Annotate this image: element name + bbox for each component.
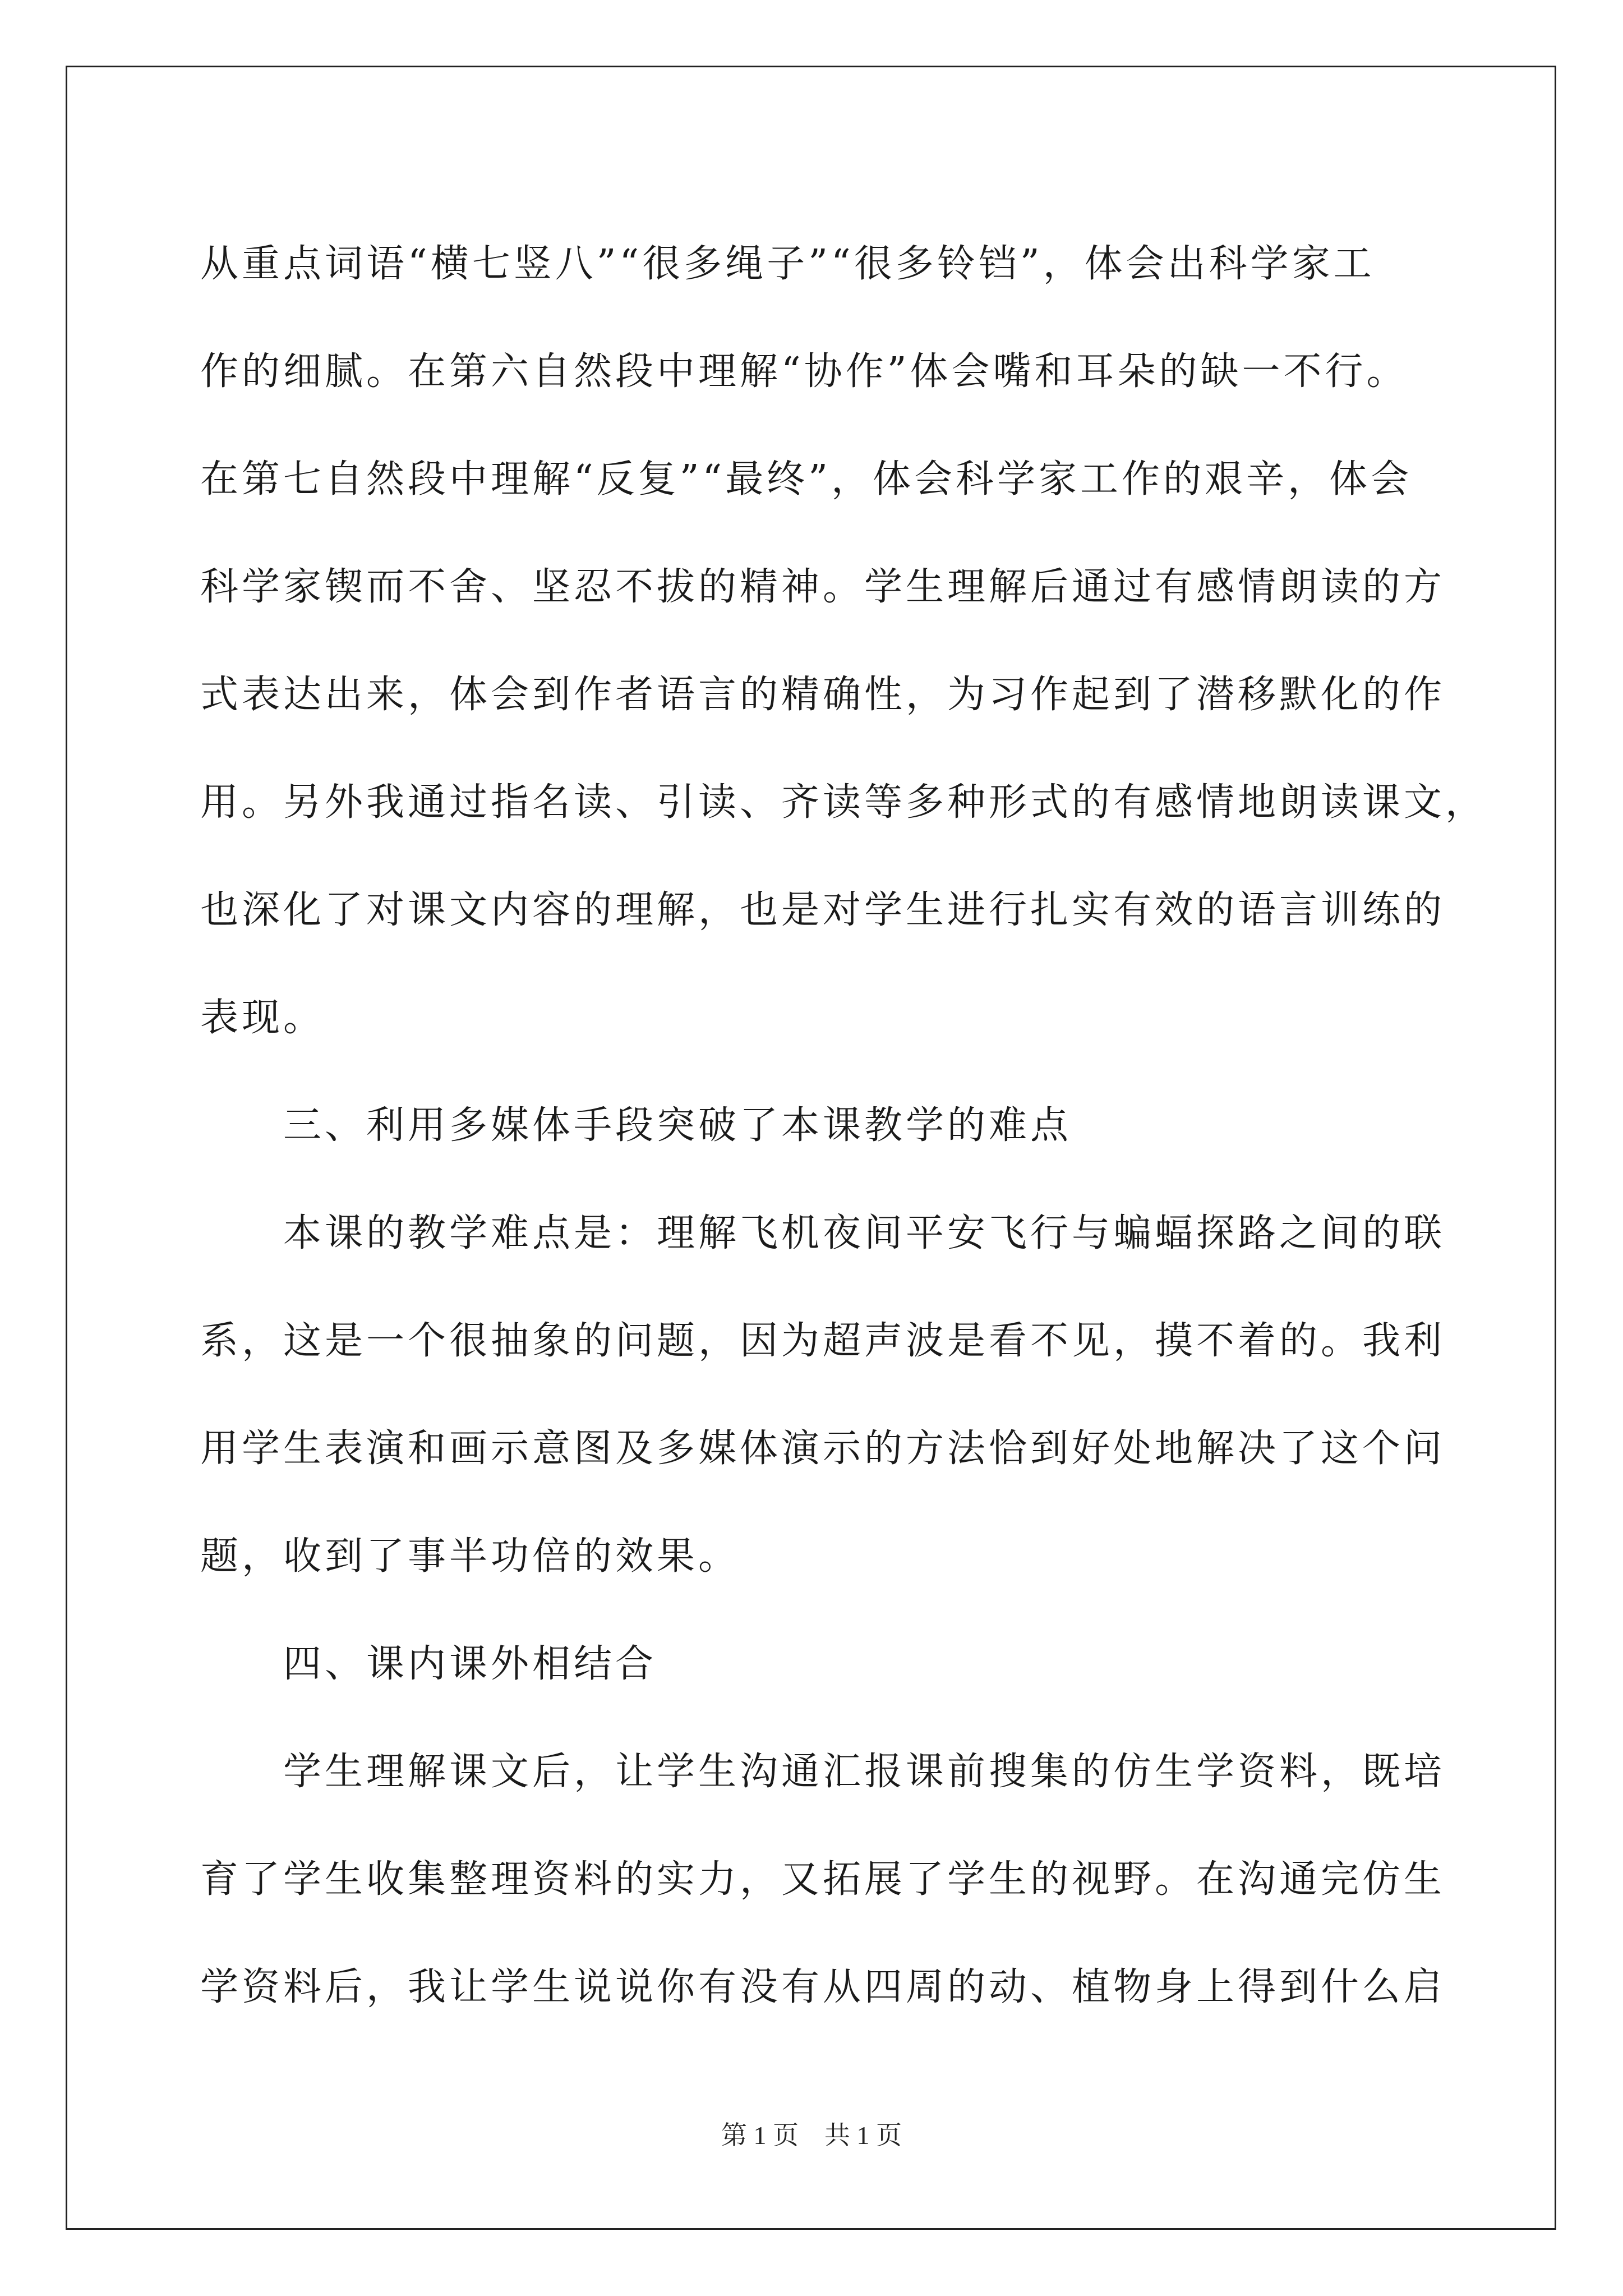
text-line: 科学家锲而不舍、坚忍不拔的精神。学生理解后通过有感情朗读的方 [200, 565, 1446, 609]
text-line: 作的细腻。在第六自然段中理解“协作”体会嘴和耳朵的缺一不行。 [200, 349, 1408, 394]
text-line: 系，这是一个很抽象的问题，因为超声波是看不见，摸不着的。我利 [200, 1319, 1446, 1363]
text-line: 在第七自然段中理解“反复”“最终”，体会科学家工作的艰辛，体会 [200, 457, 1413, 501]
text-line: 育了学生收集整理资料的实力，又拓展了学生的视野。在沟通完仿生 [200, 1857, 1446, 1902]
text-line: 用。另外我通过指名读、引读、齐读等多种形式的有感情地朗读课文， [200, 780, 1487, 825]
text-line: 表现。 [200, 996, 325, 1040]
text-line: 学生理解课文后，让学生沟通汇报课前搜集的仿生学资料，既培 [200, 1750, 1446, 1794]
text-line: 题，收到了事半功倍的效果。 [200, 1534, 740, 1579]
text-line: 学资料后，我让学生说说你有没有从四周的动、植物身上得到什么启 [200, 1965, 1446, 2009]
text-line: 本课的教学难点是：理解飞机夜间平安飞行与蝙蝠探路之间的联 [200, 1211, 1446, 1255]
section-heading: 三、利用多媒体手段突破了本课教学的难点 [200, 1103, 1072, 1148]
section-heading: 四、课内课外相结合 [200, 1642, 657, 1686]
document-body [200, 210, 1487, 2041]
text-line: 从重点词语“横七竖八”“很多绳子”“很多铃铛”，体会出科学家工 [200, 242, 1375, 286]
page-footer: 第 1 页 共 1 页 [721, 2121, 902, 2150]
text-line: 式表达出来，体会到作者语言的精确性，为习作起到了潜移默化的作 [200, 673, 1446, 717]
text-line: 用学生表演和画示意图及多媒体演示的方法恰到好处地解决了这个问 [200, 1427, 1446, 1471]
text-line: 也深化了对课文内容的理解，也是对学生进行扎实有效的语言训练的 [200, 888, 1446, 932]
